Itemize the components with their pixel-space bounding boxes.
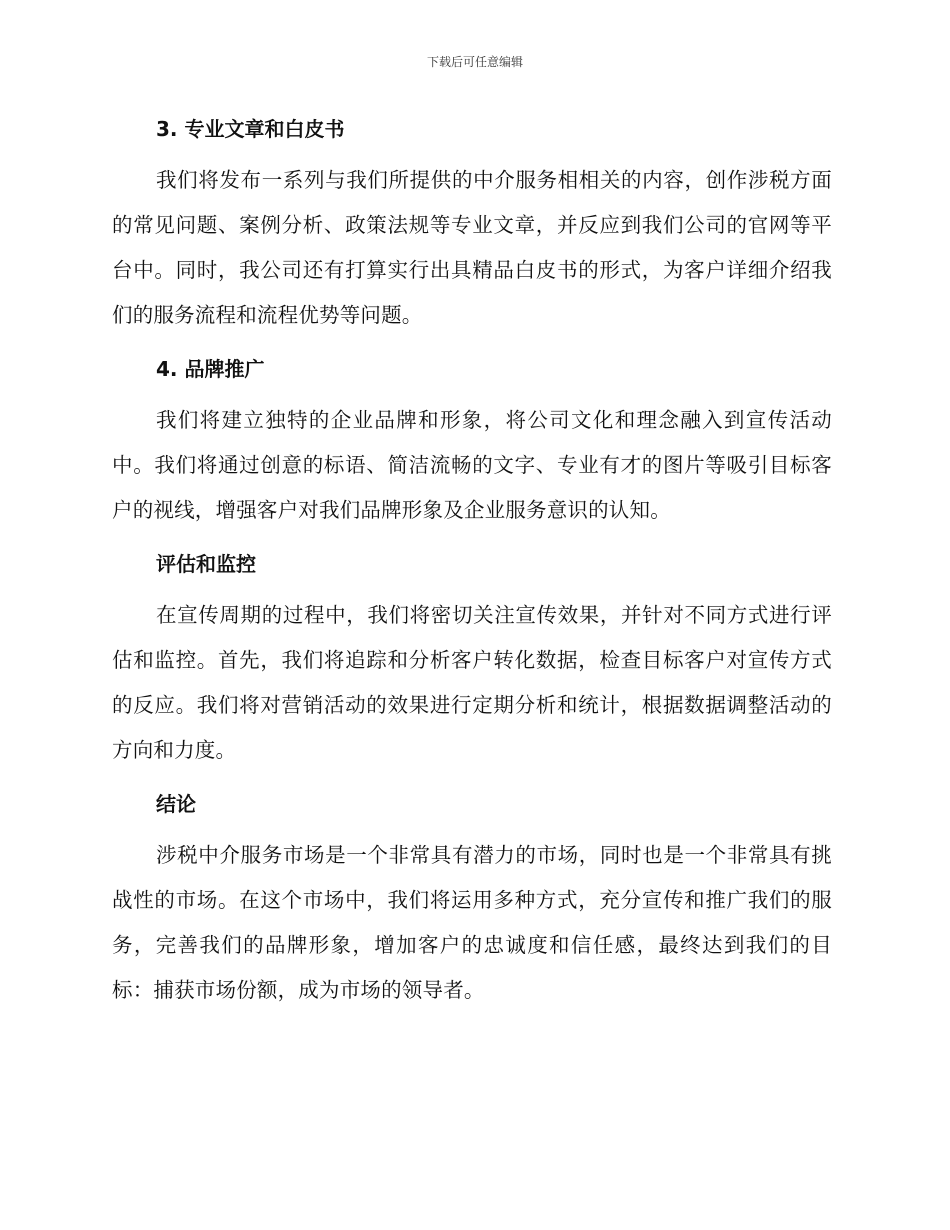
page-header-note: 下载后可任意编辑 (426, 55, 523, 69)
section-paragraph: 在宣传周期的过程中，我们将密切关注宣传效果，并针对不同方式进行评估和监控。首先，我们将追踪和分析客户转化数据，检查目标客户对宣传方式的反应。我们将对营销活动的效果进行定期分析和统计，根据数据调整活动的方向和力度。 (112, 603, 832, 762)
section-heading: 结论 (156, 792, 196, 816)
section-professional-articles (112, 114, 832, 354)
section-brand-promotion (112, 354, 832, 549)
document-body (112, 114, 832, 1013)
section-conclusion (112, 789, 832, 1013)
section-paragraph: 我们将发布一系列与我们所提供的中介服务相相关的内容，创作涉税方面的常见问题、案例分析、政策法规等专业文章，并反应到我们公司的官网等平台中。同时，我公司还有打算实行出具精品白皮书的形式，为客户详细介绍我们的服务流程和流程优势等问题。 (112, 168, 832, 327)
section-heading: 3. 专业文章和白皮书 (156, 117, 345, 141)
section-heading: 评估和监控 (156, 552, 256, 576)
section-heading: 4. 品牌推广 (156, 357, 265, 381)
section-evaluation-monitoring (112, 549, 832, 789)
section-paragraph: 涉税中介服务市场是一个非常具有潜力的市场，同时也是一个非常具有挑战性的市场。在这个市场中，我们将运用多种方式，充分宣传和推广我们的服务，完善我们的品牌形象，增加客户的忠诚度和信任感，最终达到我们的目标：捕获市场份额，成为市场的领导者。 (112, 843, 832, 1002)
section-paragraph: 我们将建立独特的企业品牌和形象，将公司文化和理念融入到宣传活动中。我们将通过创意的标语、简洁流畅的文字、专业有才的图片等吸引目标客户的视线，增强客户对我们品牌形象及企业服务意识的认知。 (112, 408, 832, 522)
